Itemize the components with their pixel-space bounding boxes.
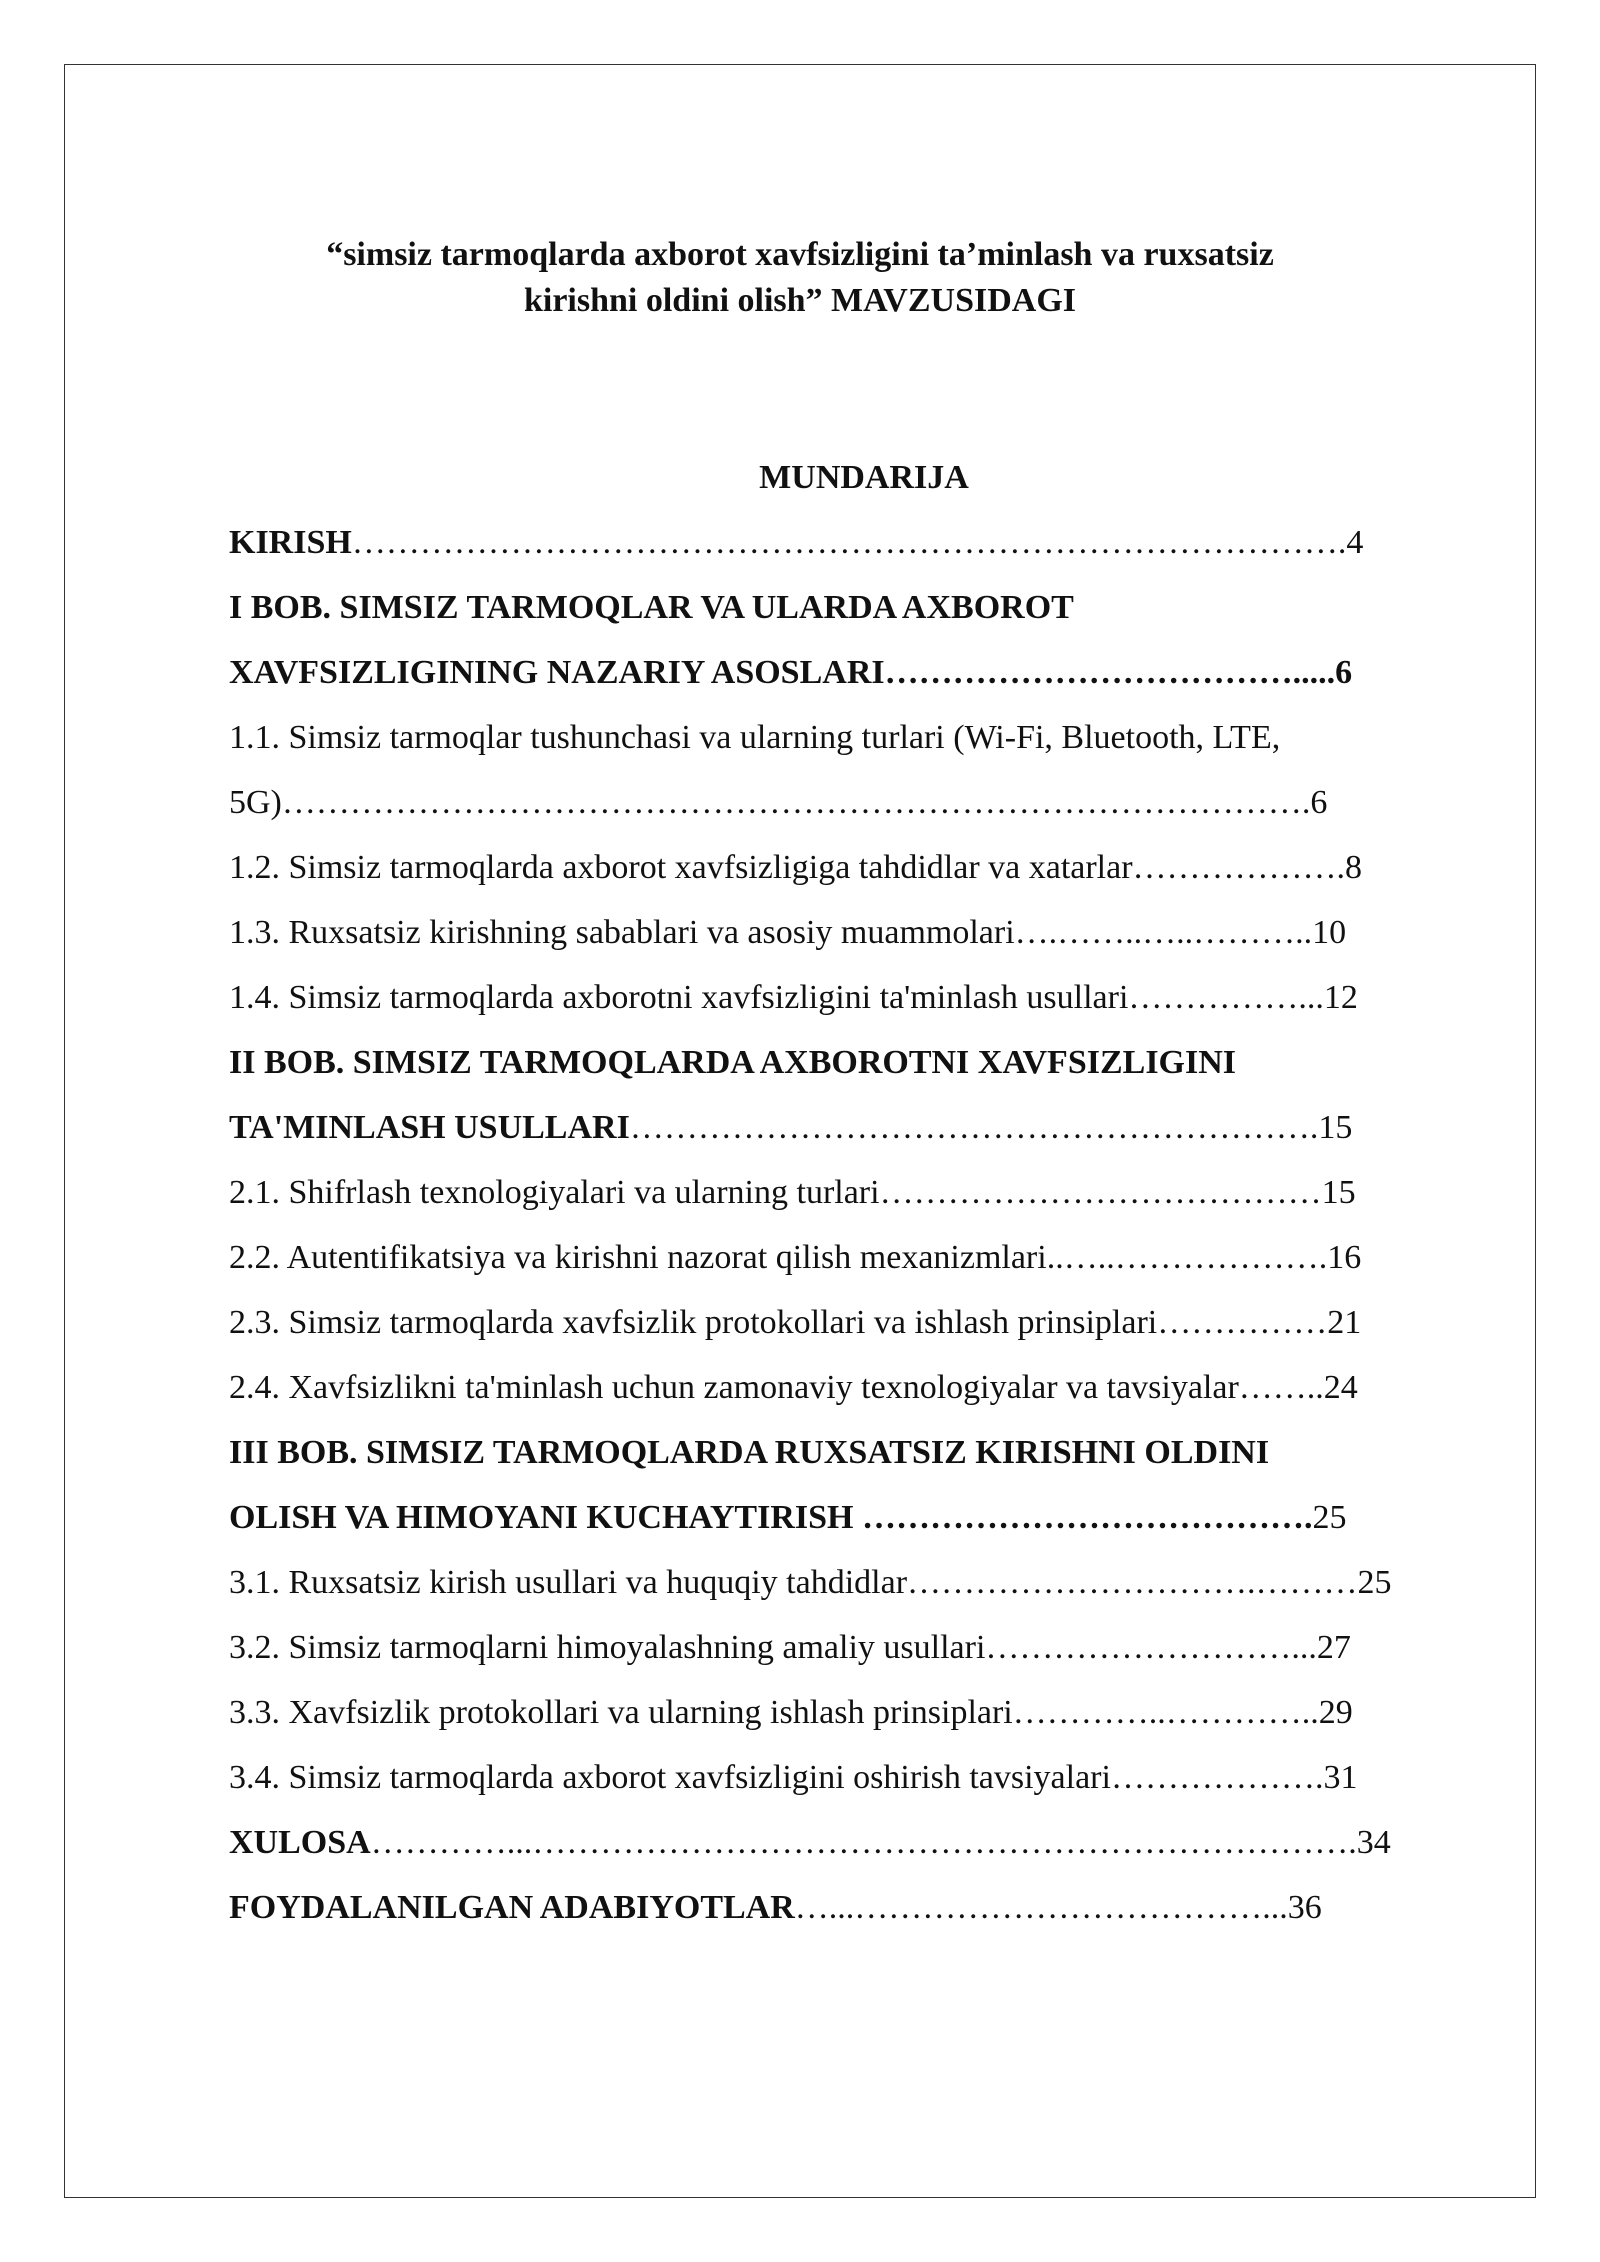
toc-entry-text: OLISH VA HIMOYANI KUCHAYTIRISH xyxy=(229,1499,862,1536)
toc-entry-1-4[interactable] xyxy=(229,973,1489,1038)
toc-entry-2-2[interactable] xyxy=(229,1233,1489,1298)
toc-entry-leader: ……………...12 xyxy=(1128,979,1358,1016)
toc-entry-leader: …………………………………. xyxy=(861,1499,1313,1536)
toc-entry-text: 2.1. Shifrlash texnologiyalari va ularning turlari xyxy=(229,1174,880,1211)
toc-entry-text: XULOSA xyxy=(229,1824,371,1861)
toc-entry-1-1-line-1[interactable] xyxy=(229,713,1489,778)
toc-entry-text: 3.4. Simsiz tarmoqlarda axborot xavfsizligini oshirish tavsiyalari xyxy=(229,1759,1111,1796)
toc-entry-text: 1.1. Simsiz tarmoqlar tushunchasi va ularning turlari (Wi-Fi, Bluetooth, LTE, xyxy=(229,719,1281,756)
toc-entry-text: 3.3. Xavfsizlik protokollari va ularning ishlash prinsiplari xyxy=(229,1694,1013,1731)
toc-entry-text: XAVFSIZLIGINING NAZARIY ASOSLARI xyxy=(229,654,885,691)
toc-entry-xulosa[interactable] xyxy=(229,1818,1489,1883)
toc-entry-leader: ….……..…..………..10 xyxy=(1014,914,1347,951)
toc-entry-leader: …………………………………………………….15 xyxy=(629,1109,1353,1146)
toc-entry-chapter-2-line-1[interactable] xyxy=(229,1038,1489,1103)
toc-entry-text: 1.3. Ruxsatsiz kirishning sabablari va asosiy muammolari xyxy=(229,914,1015,951)
table-of-contents xyxy=(229,518,1489,1948)
toc-entry-leader: ……………………………………………………………………………….6 xyxy=(281,784,1328,821)
toc-entry-kirish[interactable] xyxy=(229,518,1489,583)
toc-entry-2-4[interactable] xyxy=(229,1363,1489,1428)
toc-entry-leader: …………………………………15 xyxy=(879,1174,1356,1211)
toc-entry-leader: ……………21 xyxy=(1157,1304,1362,1341)
toc-entry-1-3[interactable] xyxy=(229,908,1489,973)
toc-entry-leader: ..…..……………….16 xyxy=(1046,1239,1362,1276)
toc-entry-page: 25 xyxy=(1312,1499,1347,1536)
toc-heading: MUNDARIJA xyxy=(759,459,969,496)
toc-entry-chapter-3-line-1[interactable] xyxy=(229,1428,1489,1493)
toc-entry-text: FOYDALANILGAN ADABIYOTLAR xyxy=(229,1889,795,1926)
toc-entry-3-4[interactable] xyxy=(229,1753,1489,1818)
toc-entry-leader: ……..24 xyxy=(1238,1369,1358,1406)
toc-entry-3-3[interactable] xyxy=(229,1688,1489,1753)
toc-entry-text: 2.2. Autentifikatsiya va kirishni nazorat qilish mexanizmlari xyxy=(229,1239,1047,1276)
toc-entry-text: 1.2. Simsiz tarmoqlarda axborot xavfsizligiga tahdidlar va xatarlar xyxy=(229,849,1133,886)
document-title xyxy=(64,232,1536,324)
title-line-1: “simsiz tarmoqlarda axborot xavfsizligini ta’minlash va ruxsatsiz xyxy=(326,236,1274,273)
toc-entry-1-2[interactable] xyxy=(229,843,1489,908)
toc-entry-text: III BOB. SIMSIZ TARMOQLARDA RUXSATSIZ KIRISHNI OLDINI xyxy=(229,1434,1270,1471)
toc-entry-text: 1.4. Simsiz tarmoqlarda axborotni xavfsizligini ta'minlash usullari xyxy=(229,979,1129,1016)
toc-entry-text: KIRISH xyxy=(229,524,352,561)
toc-entry-leader: …………………………………………………………………………….4 xyxy=(351,524,1364,561)
toc-entry-text: II BOB. SIMSIZ TARMOQLARDA AXBOROTNI XAVFSIZLIGINI xyxy=(229,1044,1237,1081)
toc-entry-2-3[interactable] xyxy=(229,1298,1489,1363)
toc-entry-leader: …………...……………………………………………………………….34 xyxy=(370,1824,1391,1861)
toc-entry-text: I BOB. SIMSIZ TARMOQLAR VA ULARDA AXBOROT xyxy=(229,589,1074,626)
toc-entry-text: 2.3. Simsiz tarmoqlarda xavfsizlik protokollari va ishlash prinsiplari xyxy=(229,1304,1158,1341)
toc-entry-chapter-1-line-1[interactable] xyxy=(229,583,1489,648)
toc-entry-text: 2.4. Xavfsizlikni ta'minlash uchun zamonaviy texnologiyalar va tavsiyalar xyxy=(229,1369,1239,1406)
toc-entry-text: 5G) xyxy=(229,784,282,821)
toc-entry-leader: ……………….8 xyxy=(1132,849,1363,886)
toc-entry-leader: …………..…………..29 xyxy=(1012,1694,1353,1731)
toc-entry-chapter-1-line-2[interactable] xyxy=(229,648,1489,713)
toc-entry-text: 3.1. Ruxsatsiz kirish usullari va huquqiy tahdidlar xyxy=(229,1564,908,1601)
toc-entry-leader: ………………………….………25 xyxy=(907,1564,1392,1601)
toc-entry-2-1[interactable] xyxy=(229,1168,1489,1233)
toc-entry-3-2[interactable] xyxy=(229,1623,1489,1688)
toc-entry-leader: ………………………...27 xyxy=(985,1629,1351,1666)
toc-entry-text: TA'MINLASH USULLARI xyxy=(229,1109,630,1146)
toc-entry-1-1-line-2[interactable] xyxy=(229,778,1489,843)
toc-entry-3-1[interactable] xyxy=(229,1558,1489,1623)
toc-entry-leader: ……………………………….....6 xyxy=(884,654,1353,691)
toc-entry-leader: …...………………………………...36 xyxy=(794,1889,1322,1926)
toc-entry-chapter-3-line-2[interactable] xyxy=(229,1493,1489,1558)
toc-entry-chapter-2-line-2[interactable] xyxy=(229,1103,1489,1168)
toc-entry-adabiyotlar[interactable] xyxy=(229,1883,1489,1948)
toc-entry-leader: ……………….31 xyxy=(1110,1759,1358,1796)
toc-entry-text: 3.2. Simsiz tarmoqlarni himoyalashning amaliy usullari xyxy=(229,1629,986,1666)
title-line-2: kirishni oldini olish” MAVZUSIDAGI xyxy=(523,282,1077,319)
